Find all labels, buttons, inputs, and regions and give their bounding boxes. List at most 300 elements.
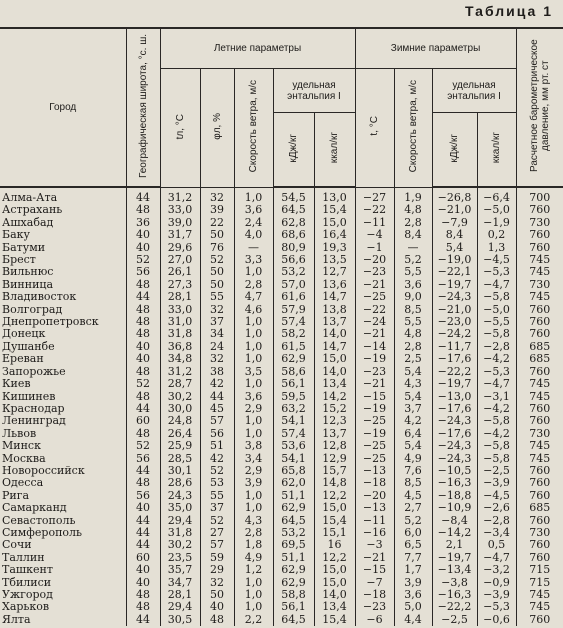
table-row [0,415,563,427]
cell-city: Тбилиси [2,575,52,589]
cell-city: Днепропетровск [2,315,99,329]
cell-latitude: 48 [126,589,160,601]
cell-wind-winter: 3,6 [394,279,432,291]
cell-kj-winter: 2,1 [432,539,477,551]
header-wind-summer: Скорость ветра, м/с [234,69,273,188]
cell-pressure: 760 [516,304,563,316]
cell-kj-summer: 69,5 [273,539,314,551]
cell-wind-summer: 3,4 [234,453,273,465]
cell-pressure: 715 [516,577,563,589]
cell-t-winter: −18 [355,477,394,489]
cell-wind-winter: 5,5 [394,266,432,278]
cell-kcal-summer: 15,4 [314,204,355,216]
cell-t-winter: −23 [355,601,394,613]
cell-city: Волгоград [2,302,63,316]
cell-latitude: 40 [126,502,160,514]
cell-t-winter: −19 [355,353,394,365]
cell-kcal-winter: −5,0 [477,204,516,216]
cell-phi: 55 [200,291,234,303]
cell-kj-summer: 58,2 [273,328,314,340]
cell-kj-winter: −22,2 [432,601,477,613]
cell-latitude: 56 [126,266,160,278]
cell-kcal-winter: −4,5 [477,490,516,502]
cell-kcal-summer: 13,7 [314,428,355,440]
cell-t-summer: 31,8 [160,328,200,340]
cell-pressure: 745 [516,453,563,465]
cell-t-winter: −16 [355,527,394,539]
cell-t-summer: 30,0 [160,403,200,415]
cell-pressure: 760 [516,477,563,489]
cell-latitude: 48 [126,601,160,613]
cell-kj-summer: 57,4 [273,428,314,440]
table-row [0,378,563,390]
cell-pressure: 760 [516,229,563,241]
cell-latitude: 52 [126,254,160,266]
cell-wind-winter: 4,3 [394,378,432,390]
cell-t-winter: −13 [355,465,394,477]
cell-phi: 34 [200,328,234,340]
cell-pressure: 730 [516,217,563,229]
cell-t-winter: −19 [355,428,394,440]
cell-t-winter: −22 [355,204,394,216]
cell-phi: 37 [200,502,234,514]
cell-kj-summer: 65,8 [273,465,314,477]
cell-t-summer: 26,4 [160,428,200,440]
cell-latitude: 44 [126,187,160,204]
cell-kcal-winter: 0,5 [477,539,516,551]
cell-kj-winter: −2,5 [432,614,477,626]
cell-pressure: 745 [516,601,563,613]
table-row [0,539,563,551]
cell-kj-summer: 64,5 [273,204,314,216]
cell-city: Алма-Ата [2,191,58,204]
cell-kcal-winter: 1,3 [477,242,516,254]
cell-wind-winter: 2,8 [394,217,432,229]
cell-kj-winter: 8,4 [432,229,477,241]
cell-wind-summer: 4,6 [234,304,273,316]
cell-kj-summer: 56,1 [273,378,314,390]
cell-kcal-summer: 13,0 [314,187,355,204]
cell-latitude: 60 [126,552,160,564]
cell-city: Ереван [2,352,44,366]
cell-kcal-winter: −1,9 [477,217,516,229]
cell-kcal-summer: 16 [314,539,355,551]
cell-t-winter: −21 [355,279,394,291]
cell-phi: 59 [200,552,234,564]
cell-kj-summer: 62,9 [273,353,314,365]
cell-phi: 51 [200,440,234,452]
cell-wind-winter: 8,5 [394,477,432,489]
cell-city: Донецк [2,327,46,341]
cell-t-summer: 26,1 [160,266,200,278]
cell-latitude: 48 [126,477,160,489]
cell-kj-summer: 59,5 [273,391,314,403]
cell-kcal-winter: −5,8 [477,440,516,452]
cell-kcal-summer: 12,8 [314,440,355,452]
header-city: Город [0,28,126,187]
cell-t-winter: −11 [355,515,394,527]
cell-kcal-winter: −4,2 [477,403,516,415]
cell-wind-summer: 1,0 [234,378,273,390]
header-kj-winter: кДж/кг [432,113,477,188]
cell-kcal-winter: −5,3 [477,266,516,278]
cell-kcal-summer: 15,0 [314,217,355,229]
cell-kcal-winter: −4,7 [477,552,516,564]
cell-pressure: 745 [516,291,563,303]
cell-kj-winter: −24,2 [432,328,477,340]
cell-kcal-summer: 13,4 [314,601,355,613]
cell-kj-winter: −16,3 [432,589,477,601]
cell-kj-summer: 80,9 [273,242,314,254]
cell-kj-winter: −3,8 [432,577,477,589]
cell-t-winter: −25 [355,291,394,303]
cell-kj-winter: −16,3 [432,477,477,489]
cell-wind-winter: 4,9 [394,453,432,465]
cell-kcal-summer: 14,7 [314,291,355,303]
cell-latitude: 36 [126,217,160,229]
cell-wind-winter: 8,4 [394,229,432,241]
cell-t-summer: 39,0 [160,217,200,229]
cell-pressure: 760 [516,515,563,527]
cell-kj-summer: 64,5 [273,614,314,626]
cell-kj-winter: −10,9 [432,502,477,514]
cell-t-summer: 28,6 [160,477,200,489]
cell-wind-summer: 1,0 [234,502,273,514]
cell-city: Душанбе [2,339,55,353]
cell-kj-winter: −14,2 [432,527,477,539]
cell-wind-summer: 1,0 [234,187,273,204]
cell-kj-winter: −21,0 [432,204,477,216]
cell-wind-summer: 3,3 [234,254,273,266]
cell-kj-winter: −22,1 [432,266,477,278]
cell-kcal-winter: −5,5 [477,316,516,328]
cell-pressure: 730 [516,428,563,440]
cell-kj-summer: 62,9 [273,564,314,576]
cell-t-summer: 35,0 [160,502,200,514]
cell-t-winter: −23 [355,266,394,278]
cell-city: Винница [2,277,54,291]
cell-pressure: 760 [516,242,563,254]
cell-phi: 42 [200,453,234,465]
cell-t-summer: 31,2 [160,187,200,204]
cell-kcal-summer: 14,2 [314,391,355,403]
cell-latitude: 48 [126,428,160,440]
table-row [0,328,563,340]
cell-pressure: 685 [516,502,563,514]
cell-wind-summer: 2,2 [234,614,273,626]
cell-city: Батуми [2,240,46,254]
cell-pressure: 730 [516,527,563,539]
cell-wind-summer: 2,4 [234,217,273,229]
cell-kcal-winter: −3,1 [477,391,516,403]
cell-city: Ялта [2,612,31,626]
cell-t-winter: −15 [355,391,394,403]
cell-phi: 52 [200,515,234,527]
cell-wind-winter: 4,5 [394,490,432,502]
cell-kcal-winter: −5,3 [477,601,516,613]
cell-wind-summer: 1,0 [234,428,273,440]
cell-kj-summer: 62,9 [273,577,314,589]
cell-wind-winter: 5,2 [394,254,432,266]
cell-t-summer: 23,5 [160,552,200,564]
cell-kj-summer: 62,0 [273,477,314,489]
cell-wind-winter: 1,9 [394,187,432,204]
cell-t-summer: 33,0 [160,204,200,216]
cell-kcal-winter: −2,8 [477,515,516,527]
cell-wind-winter: 2,7 [394,502,432,514]
cell-latitude: 44 [126,465,160,477]
cell-t-winter: −7 [355,577,394,589]
cell-kcal-winter: −5,8 [477,415,516,427]
cell-kj-summer: 53,6 [273,440,314,452]
cell-latitude: 56 [126,453,160,465]
cell-kcal-summer: 12,2 [314,552,355,564]
cell-latitude: 40 [126,341,160,353]
header-t-summer: tл, °С [160,69,200,188]
cell-kcal-winter: −4,7 [477,378,516,390]
cell-wind-summer: 1,0 [234,589,273,601]
cell-kcal-summer: 15,0 [314,353,355,365]
cell-pressure: 745 [516,391,563,403]
cell-city: Рига [2,488,30,502]
cell-t-winter: −21 [355,328,394,340]
cell-kj-winter: −24,3 [432,440,477,452]
cell-t-winter: −23 [355,366,394,378]
cell-kcal-summer: 12,3 [314,415,355,427]
cell-city: Кишинев [2,389,56,403]
cell-city: Минск [2,439,41,453]
cell-city: Ашхабад [2,215,54,229]
header-enthalpy-summer: удельная энтальпия I [273,69,355,113]
cell-phi: 38 [200,366,234,378]
cell-phi: 22 [200,217,234,229]
cell-city: Симферополь [2,525,83,539]
cell-t-summer: 30,1 [160,465,200,477]
header-winter: Зимние параметры [355,28,516,69]
cell-kcal-winter: −3,9 [477,477,516,489]
cell-wind-summer: 1,0 [234,415,273,427]
cell-t-summer: 29,4 [160,601,200,613]
cell-t-summer: 35,7 [160,564,200,576]
cell-wind-summer: 4,3 [234,515,273,527]
table-row [0,266,563,278]
cell-latitude: 44 [126,614,160,626]
cell-wind-summer: 4,9 [234,552,273,564]
cell-city: Таллин [2,550,45,564]
cell-latitude: 40 [126,564,160,576]
cell-latitude: 44 [126,291,160,303]
cell-city: Ташкент [2,563,53,577]
cell-wind-summer: 2,9 [234,465,273,477]
cell-city: Запорожье [2,364,66,378]
cell-wind-winter: 6,0 [394,527,432,539]
cell-t-summer: 30,2 [160,391,200,403]
cell-pressure: 685 [516,353,563,365]
cell-phi: 39 [200,204,234,216]
cell-kj-winter: −17,6 [432,428,477,440]
cell-kj-winter: −19,0 [432,254,477,266]
cell-kj-winter: −19,7 [432,552,477,564]
cell-kcal-winter: −3,9 [477,589,516,601]
cell-kj-summer: 53,2 [273,266,314,278]
cell-wind-winter: 3,7 [394,403,432,415]
cell-latitude: 48 [126,366,160,378]
cell-pressure: 760 [516,614,563,626]
cell-wind-summer: 4,0 [234,229,273,241]
cell-wind-summer: 1,0 [234,316,273,328]
cell-kcal-winter: −4,2 [477,353,516,365]
cell-t-summer: 36,8 [160,341,200,353]
cell-wind-summer: 1,8 [234,539,273,551]
cell-city: Баку [2,228,30,242]
cell-kcal-summer: 14,7 [314,341,355,353]
cell-pressure: 760 [516,415,563,427]
cell-t-winter: −19 [355,403,394,415]
cell-kcal-winter: −2,6 [477,502,516,514]
cell-t-summer: 28,1 [160,291,200,303]
cell-t-winter: −18 [355,589,394,601]
cell-kj-summer: 61,6 [273,291,314,303]
cell-wind-summer: 3,6 [234,391,273,403]
cell-kcal-winter: 0,2 [477,229,516,241]
table-row [0,204,563,216]
cell-wind-summer: 1,0 [234,328,273,340]
cell-latitude: 48 [126,204,160,216]
cell-city: Новороссийск [2,463,85,477]
cell-phi: 32 [200,187,234,204]
table-row [0,601,563,613]
cell-t-summer: 31,2 [160,366,200,378]
cell-pressure: 685 [516,341,563,353]
cell-t-summer: 28,5 [160,453,200,465]
table-row [0,187,563,204]
cell-phi: 53 [200,477,234,489]
cell-t-winter: −25 [355,453,394,465]
cell-wind-summer: 1,2 [234,564,273,576]
cell-kcal-winter: −5,8 [477,291,516,303]
cell-wind-summer: 1,0 [234,577,273,589]
cell-kj-winter: −19,7 [432,378,477,390]
cell-wind-winter: — [394,242,432,254]
cell-kj-winter: −24,3 [432,453,477,465]
cell-kj-winter: −13,0 [432,391,477,403]
cell-t-summer: 31,0 [160,316,200,328]
cell-kcal-summer: 19,3 [314,242,355,254]
cell-phi: 32 [200,353,234,365]
cell-phi: 57 [200,415,234,427]
cell-kcal-winter: −3,2 [477,564,516,576]
cell-pressure: 760 [516,490,563,502]
cell-kj-winter: −24,3 [432,415,477,427]
cell-kj-winter: −11,7 [432,341,477,353]
cell-wind-winter: 3,9 [394,577,432,589]
cell-phi: 52 [200,254,234,266]
cell-t-winter: −15 [355,564,394,576]
cell-city: Львов [2,426,37,440]
header-kcal-winter: ккал/кг [477,113,516,188]
header-enthalpy-winter: удельная энтальпия I [432,69,516,113]
cell-pressure: 730 [516,279,563,291]
cell-pressure: 760 [516,366,563,378]
cell-kcal-summer: 15,0 [314,564,355,576]
cell-wind-winter: 5,0 [394,601,432,613]
cell-kj-summer: 56,6 [273,254,314,266]
cell-city: Москва [2,451,46,465]
cell-kj-winter: −8,4 [432,515,477,527]
cell-phi: 56 [200,428,234,440]
cell-phi: 40 [200,601,234,613]
header-phi: φл, % [200,69,234,188]
cell-kcal-summer: 15,2 [314,403,355,415]
table-row [0,502,563,514]
cell-wind-summer: 2,8 [234,527,273,539]
cell-kcal-winter: −3,4 [477,527,516,539]
table-row [0,614,563,626]
cell-kj-summer: 64,5 [273,515,314,527]
cell-kj-winter: −10,5 [432,465,477,477]
cell-pressure: 760 [516,316,563,328]
cell-latitude: 52 [126,378,160,390]
cell-kcal-summer: 15,4 [314,614,355,626]
cell-city: Владивосток [2,290,77,304]
cell-wind-winter: 6,4 [394,428,432,440]
cell-t-winter: −25 [355,440,394,452]
cell-city: Киев [2,377,31,391]
cell-kcal-summer: 13,7 [314,316,355,328]
cell-wind-winter: 1,7 [394,564,432,576]
cell-t-summer: 28,7 [160,378,200,390]
cell-kj-summer: 51,1 [273,552,314,564]
cell-latitude: 44 [126,403,160,415]
cell-pressure: 760 [516,539,563,551]
cell-kj-summer: 68,6 [273,229,314,241]
cell-wind-summer: 1,0 [234,601,273,613]
cell-phi: 55 [200,490,234,502]
cell-pressure: 760 [516,465,563,477]
cell-wind-summer: 1,0 [234,341,273,353]
cell-t-winter: −24 [355,316,394,328]
cell-latitude: 60 [126,415,160,427]
cell-wind-summer: 3,5 [234,366,273,378]
cell-latitude: 40 [126,242,160,254]
climate-table [0,27,563,626]
header-latitude: Географическая широта, °с. ш. [126,28,160,187]
cell-kj-summer: 58,8 [273,589,314,601]
cell-t-summer: 30,5 [160,614,200,626]
cell-wind-summer: 2,9 [234,403,273,415]
cell-wind-summer: 3,8 [234,440,273,452]
cell-t-summer: 31,7 [160,229,200,241]
cell-city: Одесса [2,476,44,490]
cell-kj-winter: −22,2 [432,366,477,378]
header-summer: Летние параметры [160,28,355,69]
cell-t-winter: −27 [355,187,394,204]
cell-wind-winter: 4,8 [394,204,432,216]
cell-phi: 32 [200,304,234,316]
table-row [0,440,563,452]
cell-kj-summer: 57,0 [273,279,314,291]
cell-wind-winter: 4,2 [394,415,432,427]
cell-phi: 48 [200,614,234,626]
cell-kj-winter: −23,0 [432,316,477,328]
cell-pressure: 745 [516,266,563,278]
cell-kj-summer: 56,1 [273,601,314,613]
cell-kcal-summer: 14,0 [314,328,355,340]
cell-city: Сочи [2,538,32,552]
cell-t-winter: −4 [355,229,394,241]
cell-city: Ужгород [2,588,53,601]
cell-latitude: 40 [126,229,160,241]
